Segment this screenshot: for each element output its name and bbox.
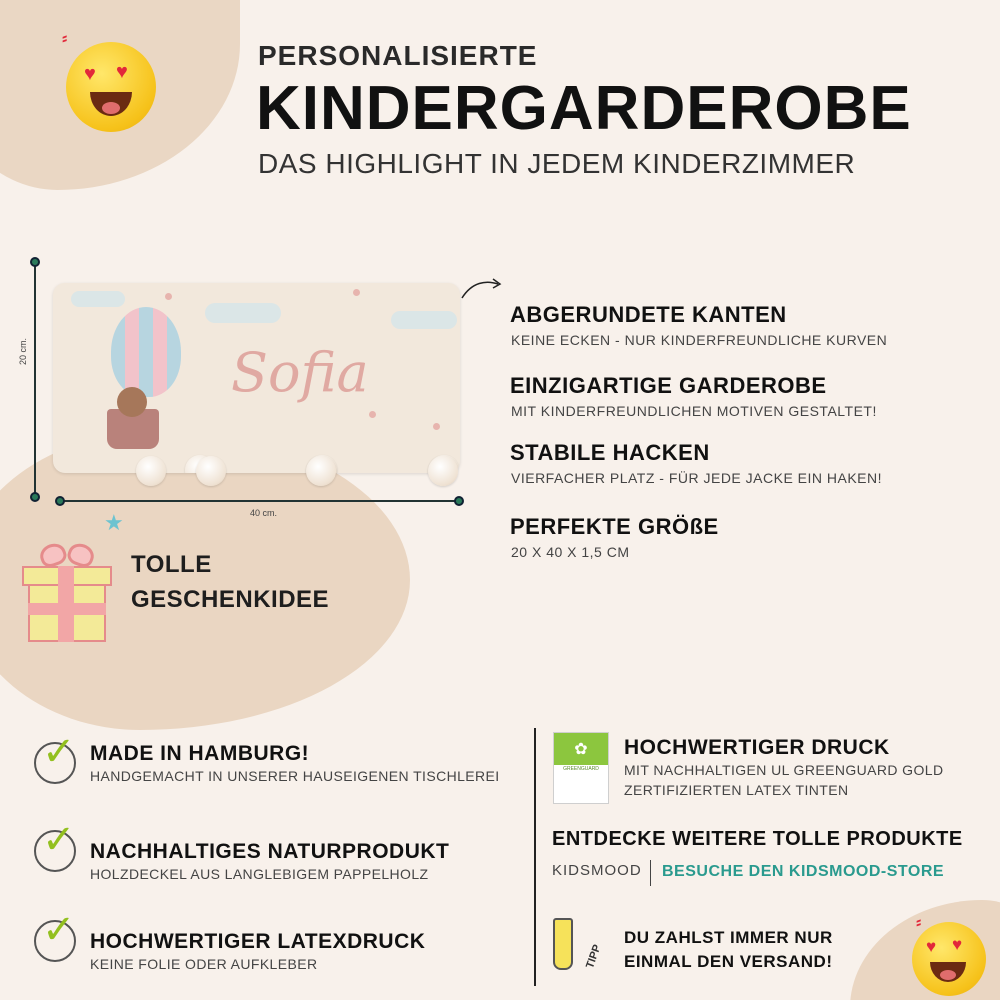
tipp-label: TIPP xyxy=(584,943,604,971)
benefit-subtitle: HANDGEMACHT IN UNSERER HAUSEIGENEN TISCHLEREI xyxy=(90,768,500,784)
hook-peg xyxy=(136,456,166,486)
print-title: HOCHWERTIGER DRUCK xyxy=(624,736,890,759)
store-link[interactable]: BESUCHE DEN KIDSMOOD-STORE xyxy=(662,863,945,880)
sparkle-icon: ⸗ xyxy=(62,30,68,47)
product-name: Sofia xyxy=(231,341,369,404)
arrow-icon xyxy=(460,276,506,302)
print-line-1: MIT NACHHALTIGEN UL GREENGUARD GOLD xyxy=(624,762,944,778)
header-subtitle: DAS HIGHLIGHT IN JEDEM KINDERZIMMER xyxy=(258,148,856,179)
greenguard-badge-icon: ✿ GREENGUARD xyxy=(553,732,609,804)
feature-title: EINZIGARTIGE GARDEROBE xyxy=(510,373,827,398)
hook-peg xyxy=(196,456,226,486)
feature-subtitle: KEINE ECKEN - NUR KINDERFREUNDLICHE KURVEN xyxy=(511,332,888,348)
feature-subtitle: MIT KINDERFREUNDLICHEN MOTIVEN GESTALTET! xyxy=(511,403,877,419)
hook-peg xyxy=(428,456,458,486)
gift-line-1: TOLLE xyxy=(131,551,212,578)
heart-eyes-emoji-icon: ♥ ♥ xyxy=(912,922,986,996)
benefit-subtitle: HOLZDECKEL AUS LANGLEBIGEM PAPPELHOLZ xyxy=(90,866,429,882)
page-title: KINDERGARDEROBE xyxy=(256,74,912,143)
tip-line-2: EINMAL DEN VERSAND! xyxy=(624,952,833,971)
tip-line-1: DU ZAHLST IMMER NUR xyxy=(624,928,833,947)
width-label: 40 cm. xyxy=(250,508,278,518)
benefit-title: MADE IN HAMBURG! xyxy=(90,742,310,765)
sparkle-icon: ⸗ xyxy=(916,914,922,931)
tipp-icon xyxy=(553,918,573,970)
vertical-divider xyxy=(534,728,536,986)
bear-icon xyxy=(117,387,147,417)
feature-title: ABGERUNDETE KANTEN xyxy=(510,302,787,327)
star-icon: ★ xyxy=(104,510,124,535)
measure-dot xyxy=(30,257,40,267)
check-icon: ✓ xyxy=(34,920,76,962)
hook-peg xyxy=(306,456,336,486)
feature-title: PERFEKTE GRÖßE xyxy=(510,514,719,539)
height-measure-line xyxy=(34,262,36,498)
height-label: 20 cm. xyxy=(18,337,28,365)
width-measure-line xyxy=(60,500,460,502)
check-icon: ✓ xyxy=(34,830,76,872)
store-separator xyxy=(650,860,651,886)
feature-subtitle: 20 X 40 X 1,5 CM xyxy=(511,544,630,560)
feature-title: STABILE HACKEN xyxy=(510,440,710,465)
balloon-icon xyxy=(111,307,181,397)
header-pre-title: PERSONALISIERTE xyxy=(258,40,538,71)
print-line-2: ZERTIFIZIERTEN LATEX TINTEN xyxy=(624,782,849,798)
feature-subtitle: VIERFACHER PLATZ - FÜR JEDE JACKE EIN HAKEN! xyxy=(511,470,883,486)
measure-dot xyxy=(30,492,40,502)
gift-ribbon xyxy=(28,603,106,615)
heart-eyes-emoji-icon: ♥ ♥ xyxy=(66,42,156,132)
measure-dot xyxy=(454,496,464,506)
check-icon: ✓ xyxy=(34,742,76,784)
benefit-title: HOCHWERTIGER LATEXDRUCK xyxy=(90,930,426,953)
product-image xyxy=(53,283,460,473)
benefit-title: NACHHALTIGES NATURPRODUKT xyxy=(90,840,450,863)
measure-dot xyxy=(55,496,65,506)
gift-line-2: GESCHENKIDEE xyxy=(131,586,330,613)
benefit-subtitle: KEINE FOLIE ODER AUFKLEBER xyxy=(90,956,318,972)
store-heading: ENTDECKE WEITERE TOLLE PRODUKTE xyxy=(552,828,963,850)
kidsmood-logo: KIDSMOOD xyxy=(552,862,642,879)
